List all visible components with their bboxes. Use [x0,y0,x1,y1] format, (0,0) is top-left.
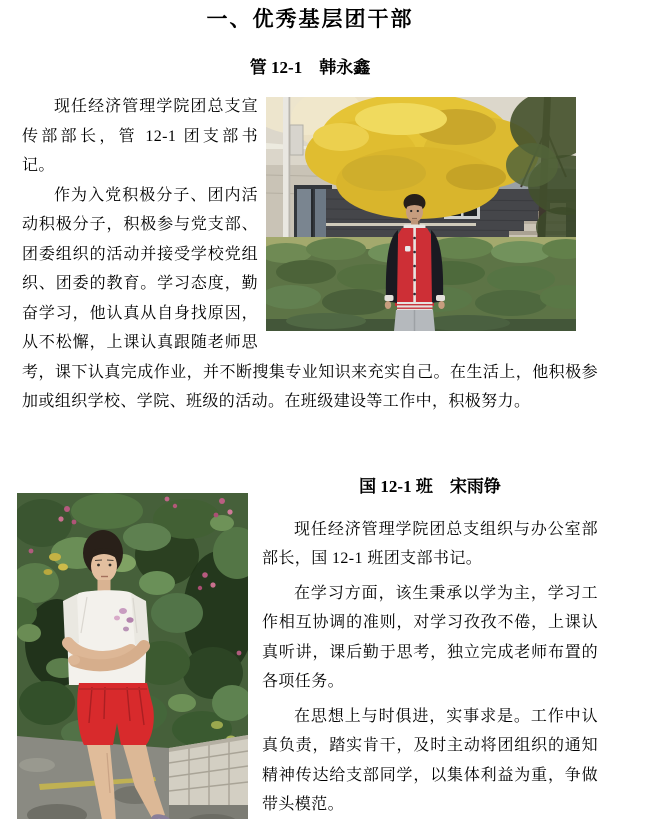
section1-heading: 管 12-1 韩永鑫 [249,58,371,77]
section2-paragraph-1: 现任经济管理学院团总支组织与办公室部部长，国 12-1 班团支部书记。 [262,520,598,567]
photo-female-student [17,493,248,819]
section2-paragraph-3: 在思想上与时俱进，实事求是。工作中认真负责，踏实肯干，及时主动将团组织的通知精神传达给支部同学，以集体利益为重，争做带头模范。 [262,707,598,813]
section1-paragraph-2: 作为入党积极分子、团内活动积极分子，积极参与党支部、团委组织的活动并接受学校党组织、团委的教育。学习态度，勤奋学习，他认真从自身找原因，从不松懈，上课认真跟随老师思考，课下认真完成作业，并不断搜集专业知识来充实自己。在生活上，他积极参加或组织学校、学院、班级的活动。在班级建设等工作中，积极努力。 [22,186,598,410]
section-han-yongxin [22,56,598,417]
section1-paragraph-1: 现任经济管理学院团总支宣传部部长，管 12-1 团支部书记。 [22,98,258,174]
photo-male-student [266,97,576,331]
section2-paragraph-2: 在学习方面，该生秉承以学为主，学习工作相互协调的准则，对学习孜孜不倦，上课认真听讲，课后勤于思考，独立完成老师布置的各项任务。 [262,584,598,690]
section2-heading: 国 12-1 班 宋雨铮 [359,476,501,496]
section1-body [22,92,598,417]
section-song-yuzheng [22,475,598,819]
document-title: 一、优秀基层团干部 [206,7,414,31]
